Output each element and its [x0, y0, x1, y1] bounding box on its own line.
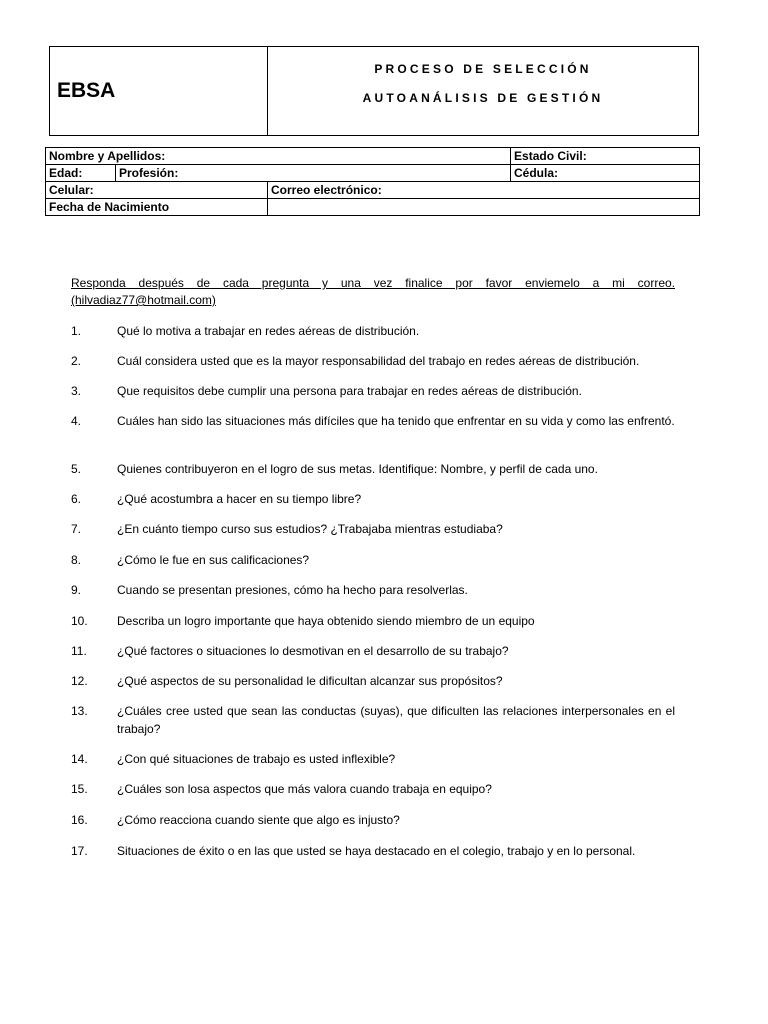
question-number: 1. [71, 324, 82, 338]
question-number: 12. [71, 674, 88, 688]
question-item [71, 842, 675, 860]
question-number: 16. [71, 813, 88, 827]
question-number: 4. [71, 414, 82, 428]
question-text: ¿Qué aspectos de su personalidad le dificultan alcanzar sus propósitos? [117, 674, 503, 688]
email-field[interactable]: Correo electrónico: [268, 182, 700, 199]
question-item [71, 702, 675, 738]
document-subtitle: AUTOANÁLISIS DE GESTIÓN [362, 91, 604, 105]
question-item [71, 551, 675, 569]
question-text: ¿Cuáles son losa aspectos que más valora cuando trabaja en equipo? [117, 782, 492, 796]
question-item [71, 811, 675, 829]
table-row [46, 182, 700, 199]
birth-date-label: Fecha de Nacimiento [46, 199, 268, 216]
name-field[interactable]: Nombre y Apellidos: [46, 148, 511, 165]
question-number: 8. [71, 553, 82, 567]
question-item [71, 642, 675, 660]
question-text: Qué lo motiva a trabajar en redes aéreas de distribución. [117, 324, 420, 338]
question-number: 10. [71, 614, 88, 628]
question-text: ¿En cuánto tiempo curso sus estudios? ¿Trabajaba mientras estudiaba? [117, 522, 503, 536]
civil-status-field[interactable]: Estado Civil: [511, 148, 700, 165]
age-field[interactable]: Edad: [46, 165, 116, 182]
question-item [71, 412, 675, 430]
question-text: ¿Con qué situaciones de trabajo es usted inflexible? [117, 752, 396, 766]
profession-field[interactable]: Profesión: [116, 165, 511, 182]
question-number: 9. [71, 583, 82, 597]
question-number: 17. [71, 844, 88, 858]
document-title: PROCESO DE SELECCIÓN [374, 62, 592, 76]
personal-info-table [45, 147, 700, 216]
question-text: Situaciones de éxito o en las que usted se haya destacado en el colegio, trabajo y en lo personal. [117, 844, 636, 858]
question-text: Que requisitos debe cumplir una persona para trabajar en redes aéreas de distribución. [117, 384, 582, 398]
document-header [49, 46, 699, 136]
question-item [71, 382, 675, 400]
table-row [46, 148, 700, 165]
birth-date-field[interactable] [268, 199, 700, 216]
question-item [71, 490, 675, 508]
question-text: Describa un logro importante que haya obtenido siendo miembro de un equipo [117, 614, 535, 628]
question-number: 3. [71, 384, 82, 398]
question-item [71, 672, 675, 690]
question-item [71, 780, 675, 798]
table-row [46, 165, 700, 182]
question-number: 6. [71, 492, 82, 506]
question-text: ¿Qué factores o situaciones lo desmotivan en el desarrollo de su trabajo? [117, 644, 509, 658]
cellphone-field[interactable]: Celular: [46, 182, 268, 199]
question-item [71, 352, 675, 370]
company-name: EBSA [57, 79, 116, 102]
question-number: 15. [71, 782, 88, 796]
question-text: ¿Cuáles cree usted que sean las conductas (suyas), que dificulten las relaciones interpersonales en el trabajo? [117, 704, 675, 736]
id-number-field[interactable]: Cédula: [511, 165, 700, 182]
question-text: Cuáles han sido las situaciones más difíciles que ha tenido que enfrentar en su vida y como las enfrentó. [117, 414, 675, 428]
question-item [71, 520, 675, 538]
question-item [71, 612, 675, 630]
question-text: Quienes contribuyeron en el logro de sus metas. Identifique: Nombre, y perfil de cada uno. [117, 462, 598, 476]
question-item [71, 460, 675, 478]
instructions-text: Responda después de cada pregunta y una vez finalice por favor enviemelo a mi correo. (hilvadiaz77@hotmail.com) [71, 276, 675, 307]
question-number: 7. [71, 522, 82, 536]
question-text: ¿Qué acostumbra a hacer en su tiempo libre? [117, 492, 362, 506]
question-text: ¿Cómo le fue en sus calificaciones? [117, 553, 310, 567]
question-text: Cuál considera usted que es la mayor responsabilidad del trabajo en redes aéreas de distribución. [117, 354, 640, 368]
question-text: Cuando se presentan presiones, cómo ha hecho para resolverlas. [117, 583, 468, 597]
table-row [46, 199, 700, 216]
question-item [71, 750, 675, 768]
question-number: 14. [71, 752, 88, 766]
question-item [71, 322, 675, 340]
question-text: ¿Cómo reacciona cuando siente que algo es injusto? [117, 813, 400, 827]
question-number: 11. [71, 644, 87, 658]
question-number: 2. [71, 354, 82, 368]
question-number: 5. [71, 462, 82, 476]
question-number: 13. [71, 704, 88, 718]
question-item [71, 581, 675, 599]
